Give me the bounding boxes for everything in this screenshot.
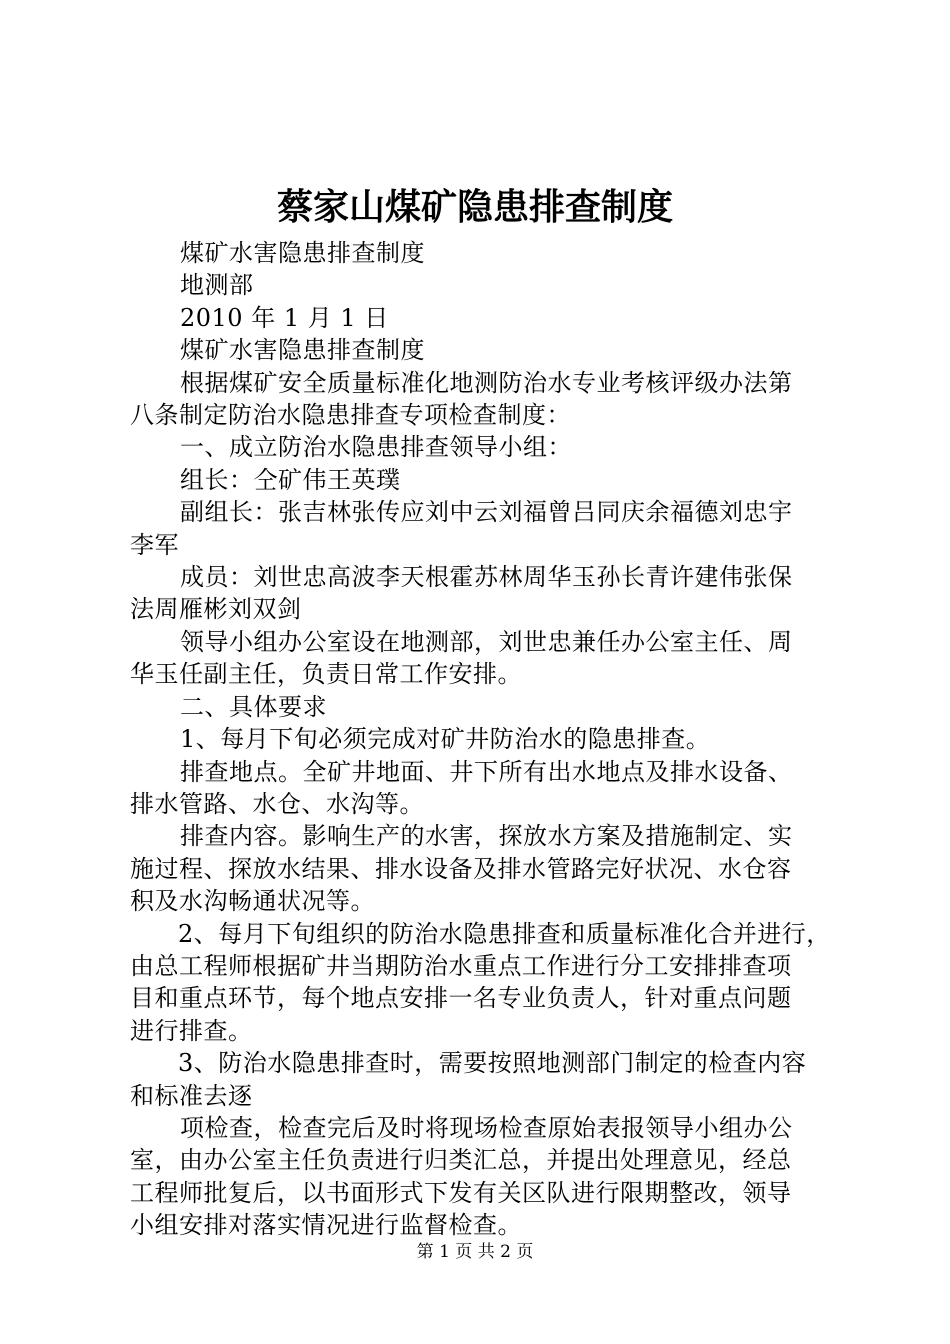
paragraph-line: 室，由办公室主任负责进行归类汇总，并提出处理意见，经总 — [130, 1146, 792, 1175]
paragraph-line: 积及水沟畅通状况等。 — [130, 887, 375, 916]
paragraph-line: 1、每月下旬必须完成对矿井防治水的隐患排查。 — [180, 725, 711, 754]
paragraph-line: 目和重点环节，每个地点安排一名专业负责人，针对重点问题 — [130, 984, 792, 1013]
paragraph-line: 煤矿水害隐患排查制度 — [180, 239, 425, 267]
paragraph-line: 二、具体要求 — [180, 692, 327, 721]
paragraph-line: 小组安排对落实情况进行监督检查。 — [130, 1211, 522, 1240]
paragraph-line: 领导小组办公室设在地测部，刘世忠兼任办公室主任、周 — [180, 627, 793, 656]
paragraph-line: 工程师批复后，以书面形式下发有关区队进行限期整改，领导 — [130, 1178, 792, 1207]
paragraph-line: 施过程、探放水结果、排水设备及排水管路完好状况、水仓容 — [130, 854, 792, 883]
paragraph-line: 排查地点。全矿井地面、井下所有出水地点及排水设备、 — [180, 757, 793, 786]
paragraph-line: 3、防治水隐患排查时，需要按照地测部门制定的检查内容 — [178, 1049, 807, 1078]
page-footer: 第 1 页 共 2 页 — [416, 1242, 534, 1262]
paragraph-line: 排查内容。影响生产的水害，探放水方案及措施制定、实 — [180, 822, 793, 851]
document-body — [130, 237, 830, 1242]
paragraph-line: 和标准去逐 — [130, 1081, 253, 1110]
paragraph-line: 项检查，检查完后及时将现场检查原始表报领导小组办公 — [180, 1113, 793, 1142]
paragraph-line: 一、成立防治水隐患排查领导小组： — [180, 433, 572, 462]
paragraph-line: 煤矿水害隐患排查制度 — [180, 336, 425, 365]
paragraph-line: 由总工程师根据矿井当期防治水重点工作进行分工安排排查项 — [130, 951, 792, 980]
paragraph-line: 成员：刘世忠高波李天根霍苏林周华玉孙长青许建伟张保 — [180, 563, 793, 592]
paragraph-line: 根据煤矿安全质量标准化地测防治水专业考核评级办法第 — [180, 368, 793, 397]
paragraph-line: 2、每月下旬组织的防治水隐患排查和质量标准化合并进行， — [178, 919, 831, 948]
paragraph-line: 副组长：张吉林张传应刘中云刘福曾吕同庆余福德刘忠宇 — [180, 498, 793, 527]
paragraph-line: 组长：仝矿伟王英璞 — [180, 465, 401, 494]
paragraph-line: 八条制定防治水隐患排查专项检查制度： — [130, 401, 571, 430]
paragraph-line: 华玉任副主任，负责日常工作安排。 — [130, 660, 522, 689]
document-title: 蔡家山煤矿隐患排查制度 — [276, 187, 673, 228]
paragraph-line: 排水管路、水仓、水沟等。 — [130, 789, 424, 818]
paragraph-line: 进行排查。 — [130, 1016, 253, 1045]
paragraph-line: 2010 年 1 月 1 日 — [180, 303, 389, 332]
paragraph-line: 法周雁彬刘双剑 — [130, 595, 302, 624]
paragraph-line: 地测部 — [180, 271, 254, 300]
paragraph-line: 李军 — [130, 530, 179, 559]
